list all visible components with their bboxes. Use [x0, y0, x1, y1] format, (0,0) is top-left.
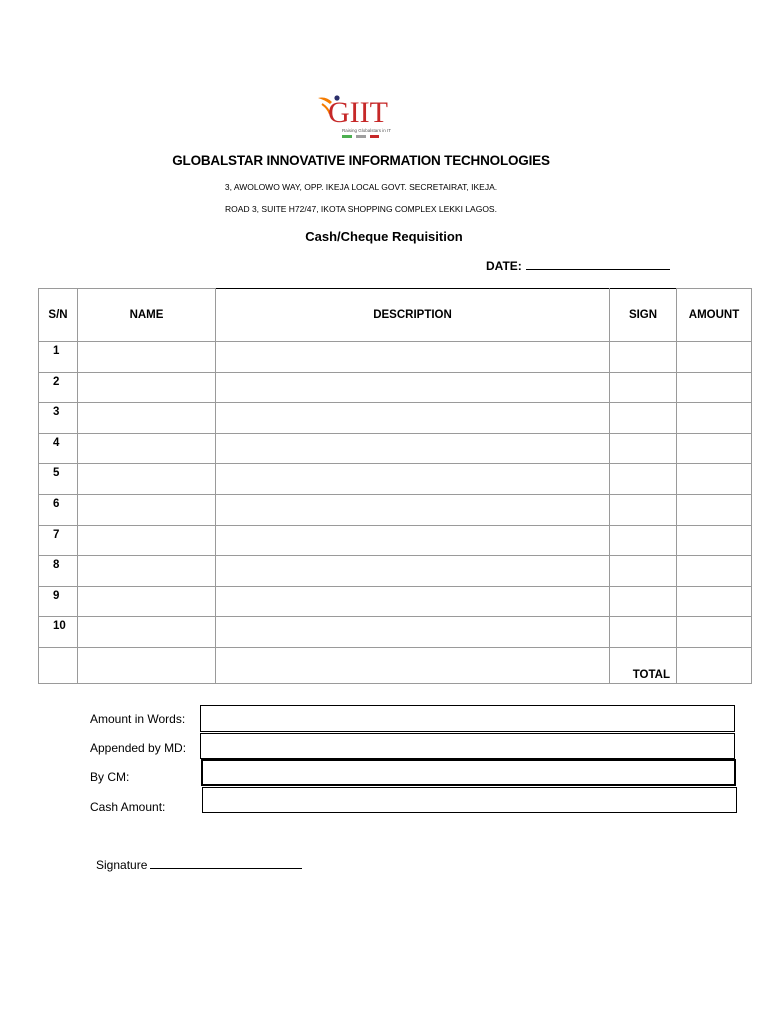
cash-amount-label: Cash Amount: [90, 800, 166, 814]
total-sn-cell [39, 647, 78, 683]
row-amount-cell[interactable] [677, 464, 752, 495]
column-header-description: DESCRIPTION [216, 289, 610, 342]
row-name-cell[interactable] [78, 464, 216, 495]
row-sn-cell: 1 [39, 342, 78, 373]
row-name-cell[interactable] [78, 342, 216, 373]
table-row [39, 617, 752, 648]
appended-by-md-label: Appended by MD: [90, 741, 187, 755]
row-amount-cell[interactable] [677, 617, 752, 648]
column-header-name: NAME [78, 289, 216, 342]
row-description-cell[interactable] [216, 464, 610, 495]
row-description-cell[interactable] [216, 586, 610, 617]
row-amount-cell[interactable] [677, 342, 752, 373]
appended-by-md-input[interactable] [200, 733, 735, 759]
row-amount-cell[interactable] [677, 433, 752, 464]
row-description-cell[interactable] [216, 556, 610, 587]
row-amount-cell[interactable] [677, 556, 752, 587]
requisition-table [38, 288, 752, 684]
signature-blank-line[interactable] [150, 858, 302, 869]
total-row [39, 647, 752, 683]
row-sn-cell: 4 [39, 433, 78, 464]
table-row [39, 525, 752, 556]
giit-logo-icon [316, 92, 416, 142]
column-header-sn: S/N [39, 289, 78, 342]
row-sign-cell[interactable] [610, 556, 677, 587]
row-sn-cell: 2 [39, 372, 78, 403]
row-name-cell[interactable] [78, 525, 216, 556]
column-header-amount: AMOUNT [677, 289, 752, 342]
amount-in-words-input[interactable] [200, 705, 735, 732]
row-sn-cell: 10 [39, 617, 78, 648]
table-row [39, 342, 752, 373]
row-sn-cell: 5 [39, 464, 78, 495]
date-label: DATE: [486, 259, 522, 273]
row-sn-cell: 7 [39, 525, 78, 556]
row-name-cell[interactable] [78, 556, 216, 587]
address-line-2: ROAD 3, SUITE H72/47, IKOTA SHOPPING COMPLEX LEKKI LAGOS. [225, 204, 497, 214]
table-row [39, 494, 752, 525]
row-sign-cell[interactable] [610, 372, 677, 403]
total-label: TOTAL [610, 647, 677, 683]
row-description-cell[interactable] [216, 372, 610, 403]
row-name-cell[interactable] [78, 403, 216, 434]
table-row [39, 433, 752, 464]
column-header-sign: SIGN [610, 289, 677, 342]
row-amount-cell[interactable] [677, 403, 752, 434]
table-row [39, 372, 752, 403]
row-sn-cell: 3 [39, 403, 78, 434]
table-row [39, 586, 752, 617]
amount-in-words-label: Amount in Words: [90, 712, 186, 726]
row-sn-cell: 8 [39, 556, 78, 587]
logo-tagline: Raising Globalstars in IT [342, 128, 392, 133]
company-logo [316, 92, 416, 142]
row-sign-cell[interactable] [610, 403, 677, 434]
total-amount-cell[interactable] [677, 647, 752, 683]
logo-wordmark: GIIT [328, 96, 388, 129]
row-name-cell[interactable] [78, 617, 216, 648]
table-row [39, 464, 752, 495]
table-row [39, 556, 752, 587]
date-field[interactable] [486, 259, 670, 273]
row-description-cell[interactable] [216, 342, 610, 373]
row-sign-cell[interactable] [610, 617, 677, 648]
total-description-cell [216, 647, 610, 683]
row-name-cell[interactable] [78, 586, 216, 617]
address-line-1: 3, AWOLOWO WAY, OPP. IKEJA LOCAL GOVT. SECRETAIRAT, IKEJA. [224, 182, 498, 192]
row-name-cell[interactable] [78, 494, 216, 525]
row-description-cell[interactable] [216, 525, 610, 556]
table-header-row [39, 289, 752, 342]
total-name-cell [78, 647, 216, 683]
date-blank-line[interactable] [526, 259, 670, 270]
company-name: GLOBALSTAR INNOVATIVE INFORMATION TECHNOLOGIES [172, 153, 550, 168]
row-sign-cell[interactable] [610, 586, 677, 617]
row-description-cell[interactable] [216, 617, 610, 648]
by-cm-input[interactable] [201, 759, 736, 786]
row-amount-cell[interactable] [677, 525, 752, 556]
row-description-cell[interactable] [216, 433, 610, 464]
signature-label: Signature [96, 858, 148, 872]
table-row [39, 403, 752, 434]
row-description-cell[interactable] [216, 494, 610, 525]
signature-field[interactable] [96, 858, 302, 872]
row-amount-cell[interactable] [677, 372, 752, 403]
row-sn-cell: 6 [39, 494, 78, 525]
row-description-cell[interactable] [216, 403, 610, 434]
row-sign-cell[interactable] [610, 525, 677, 556]
row-sign-cell[interactable] [610, 464, 677, 495]
row-sign-cell[interactable] [610, 433, 677, 464]
row-amount-cell[interactable] [677, 586, 752, 617]
row-name-cell[interactable] [78, 433, 216, 464]
form-title: Cash/Cheque Requisition [305, 229, 463, 244]
by-cm-label: By CM: [90, 770, 130, 784]
row-sn-cell: 9 [39, 586, 78, 617]
row-sign-cell[interactable] [610, 494, 677, 525]
cash-amount-input[interactable] [202, 787, 737, 813]
row-sign-cell[interactable] [610, 342, 677, 373]
row-name-cell[interactable] [78, 372, 216, 403]
row-amount-cell[interactable] [677, 494, 752, 525]
